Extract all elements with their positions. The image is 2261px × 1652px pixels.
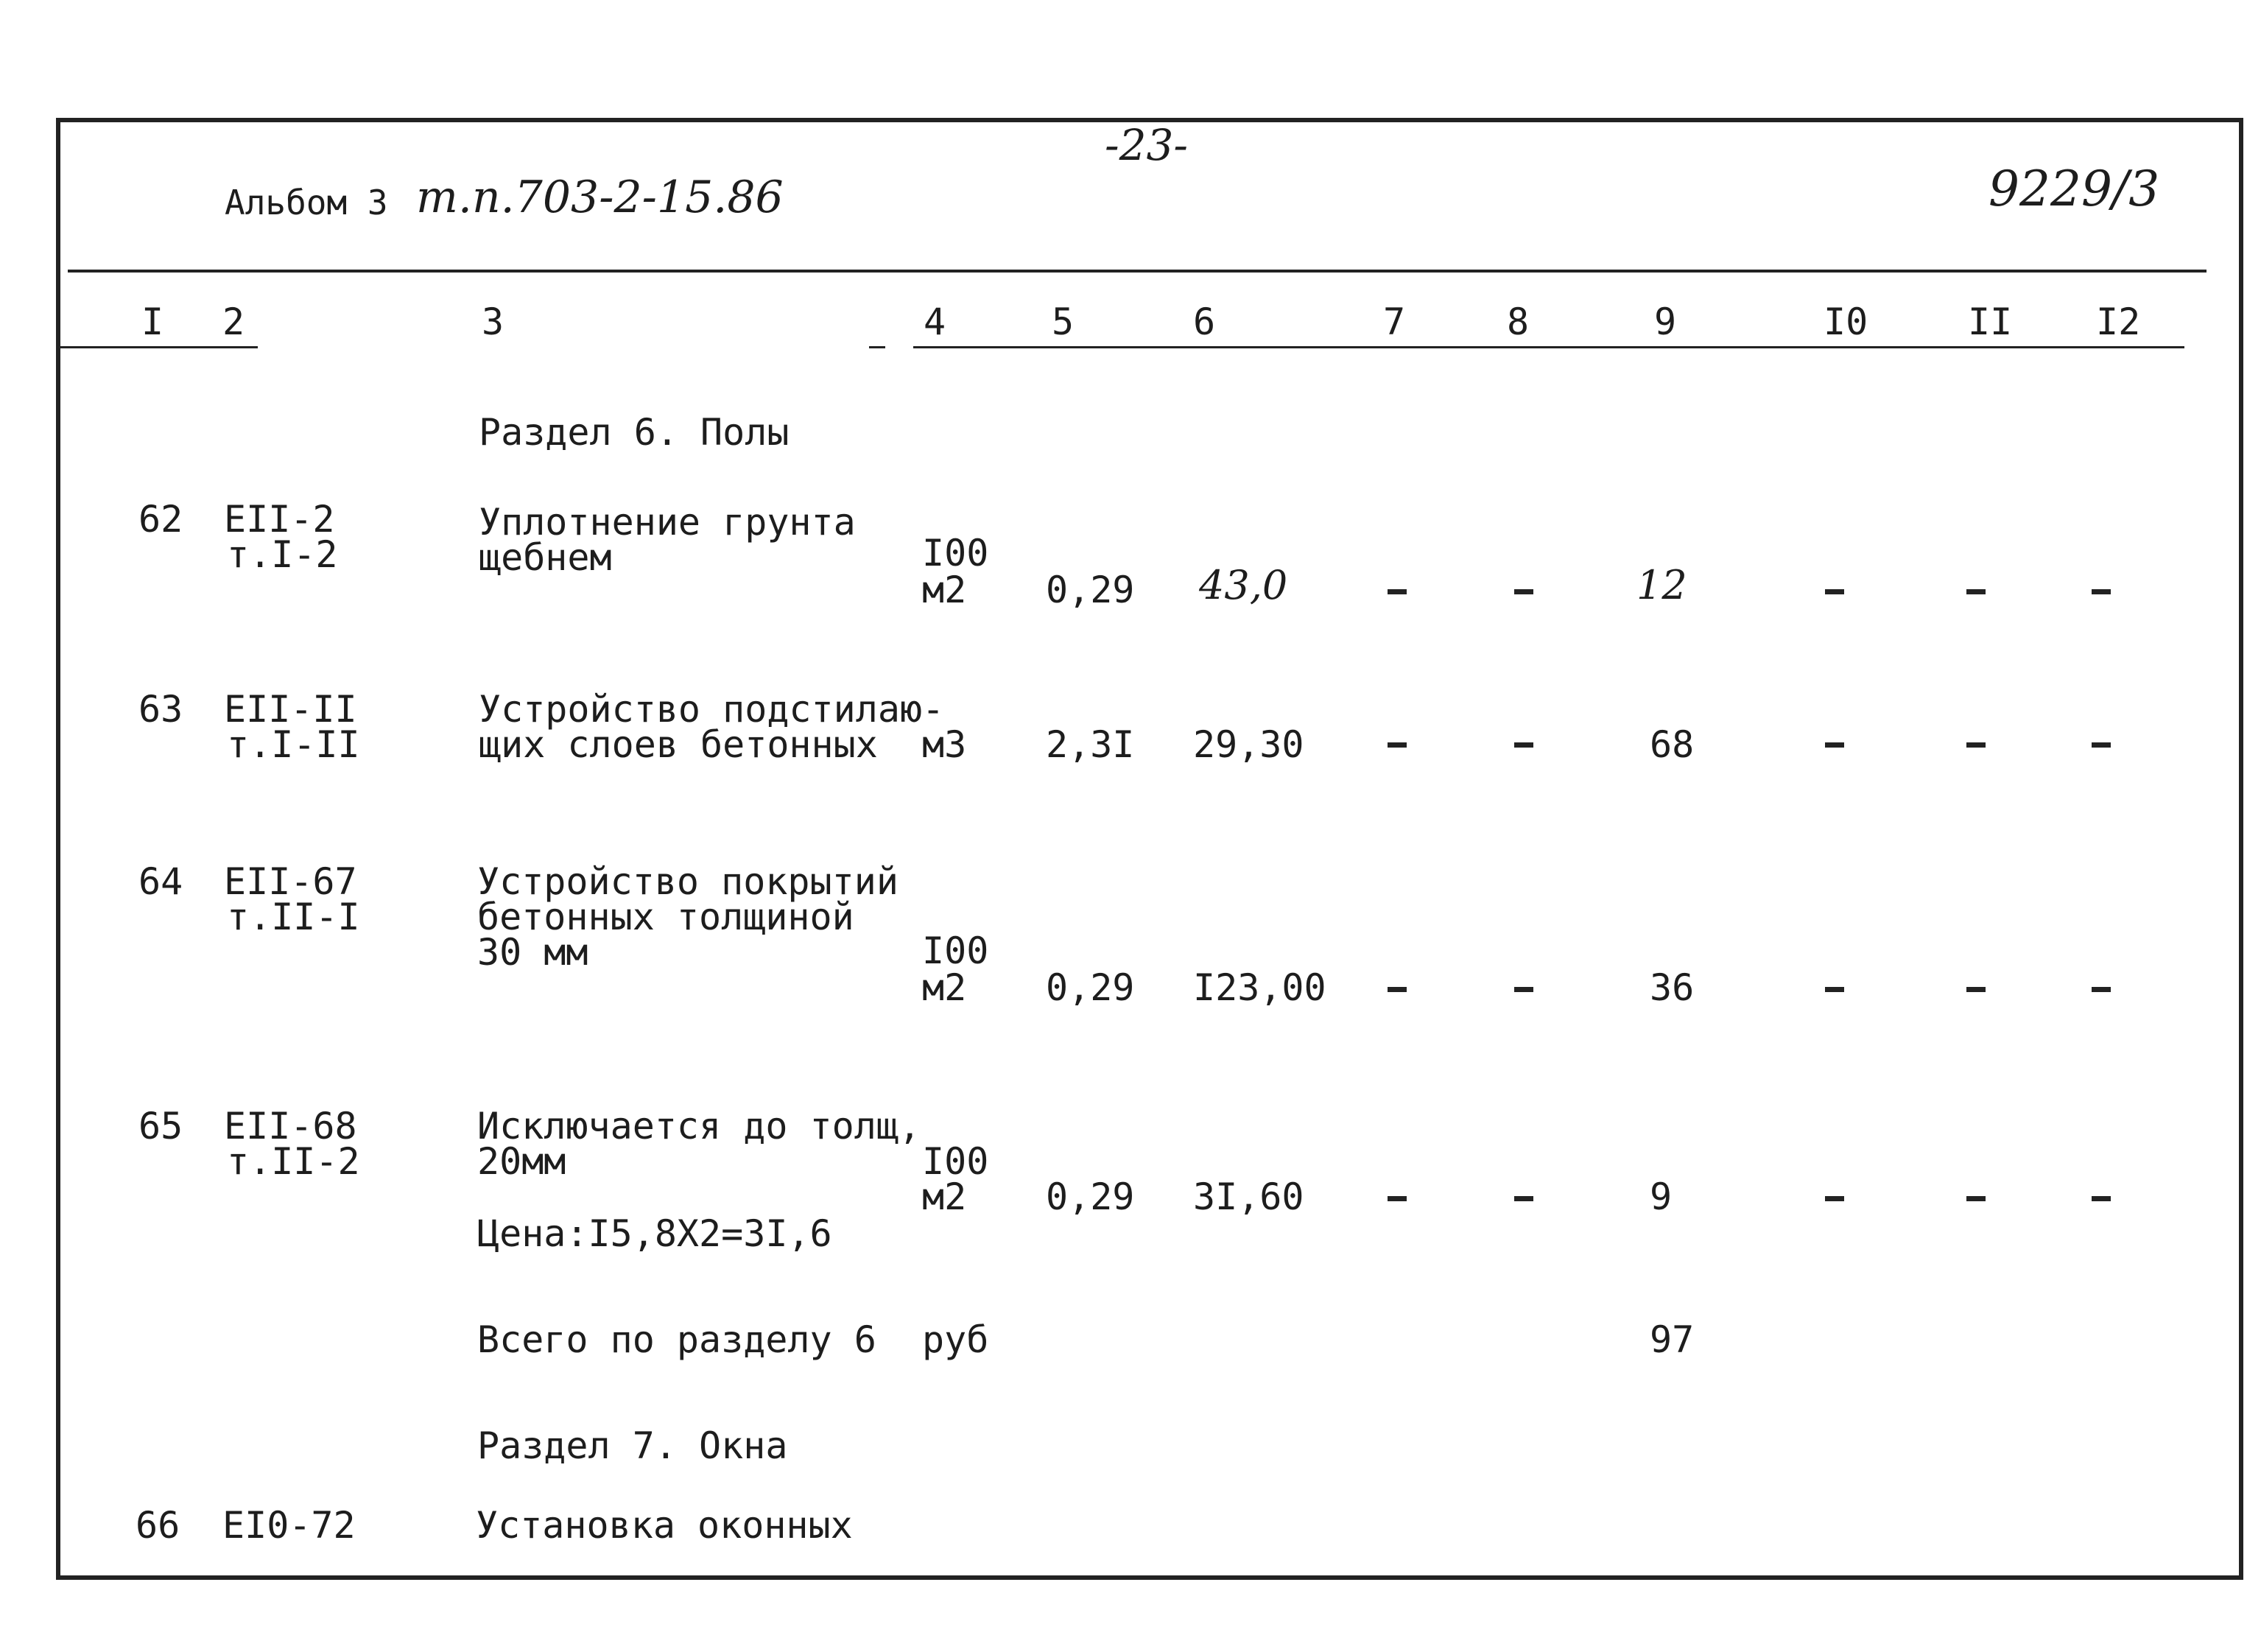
dash — [1966, 1196, 1986, 1201]
row-number: 65 — [138, 1105, 183, 1147]
cost-value: 9 — [1650, 1175, 1673, 1218]
column-number: 2 — [222, 300, 245, 343]
item-description: Исключается до толщ, — [477, 1105, 921, 1147]
unit-value: I00 — [922, 929, 989, 972]
page-number: -23- — [1105, 120, 1188, 170]
dash — [1825, 987, 1844, 992]
norm-table: т.I-2 — [227, 533, 338, 576]
item-description: 30 мм — [477, 931, 588, 974]
norm-code: EII-II — [224, 688, 357, 731]
dash — [1388, 589, 1407, 594]
norm-code: EI0-72 — [222, 1504, 356, 1547]
quantity: 0,29 — [1046, 1175, 1135, 1218]
column-number: I — [141, 300, 164, 343]
dash — [1966, 987, 1986, 992]
column-number: 5 — [1052, 300, 1075, 343]
column-number: I2 — [2096, 300, 2141, 343]
section-total-value: 97 — [1650, 1318, 1695, 1361]
section-title: Раздел 6. Полы — [479, 411, 790, 454]
unit-price: 43,0 — [1199, 562, 1288, 608]
unit-value: м2 — [922, 569, 967, 611]
norm-code: EII-2 — [224, 498, 335, 541]
row-number: 64 — [138, 860, 183, 903]
dash — [1966, 589, 1986, 594]
row-number: 63 — [138, 688, 183, 731]
dash — [2092, 742, 2111, 748]
dash — [2092, 1196, 2111, 1201]
quantity: 2,3I — [1046, 723, 1135, 766]
dash — [1514, 589, 1533, 594]
norm-code: EII-68 — [224, 1105, 357, 1147]
item-description: Установка оконных — [476, 1504, 853, 1547]
item-description: 20мм — [477, 1140, 566, 1183]
unit-value: м3 — [922, 723, 967, 766]
item-description: Уплотнение грунта — [479, 501, 856, 544]
column-number: 6 — [1193, 300, 1216, 343]
column-number: 7 — [1383, 300, 1406, 343]
unit-price: I23,00 — [1193, 966, 1326, 1009]
header-rule — [68, 270, 2207, 273]
unit-price: 29,30 — [1193, 723, 1304, 766]
column-header-rule — [60, 346, 258, 348]
dash — [1514, 1196, 1533, 1201]
column-number: 4 — [924, 300, 946, 343]
quantity: 0,29 — [1046, 966, 1135, 1009]
row-number: 66 — [136, 1504, 180, 1547]
column-number: I0 — [1824, 300, 1868, 343]
album-label: Альбом 3 — [225, 183, 388, 222]
dash — [1388, 742, 1407, 748]
dash — [1388, 1196, 1407, 1201]
dash — [1388, 987, 1407, 992]
column-number: 9 — [1654, 300, 1677, 343]
norm-code: EII-67 — [224, 860, 357, 903]
dash — [1825, 589, 1844, 594]
dash — [1514, 742, 1533, 748]
unit-value: м2 — [922, 966, 967, 1009]
dash — [1966, 742, 1986, 748]
unit-price: 3I,60 — [1193, 1175, 1304, 1218]
dash — [1825, 742, 1844, 748]
section-title: Раздел 7. Окна — [477, 1424, 788, 1467]
dash — [1514, 987, 1533, 992]
unit-value: I00 — [922, 532, 989, 574]
section-total-unit: руб — [922, 1318, 989, 1361]
norm-table: т.I-II — [227, 723, 360, 766]
price-note: Цена:I5,8X2=3I,6 — [477, 1212, 832, 1255]
item-description: Устройство подстилаю- — [479, 688, 945, 731]
item-description: щебнем — [479, 536, 612, 579]
dash — [2092, 589, 2111, 594]
column-number: II — [1968, 300, 2013, 343]
sheet-reference: 9229/3 — [1989, 161, 2160, 217]
section-total-label: Всего по разделу 6 — [477, 1318, 876, 1361]
document-code: т.п.703-2-15.86 — [416, 172, 784, 223]
unit-value: I00 — [922, 1140, 989, 1183]
row-number: 62 — [138, 498, 183, 541]
column-header-rule — [869, 346, 885, 348]
item-description: бетонных толщиной — [477, 896, 854, 938]
item-description: Устройство покрытий — [477, 860, 899, 903]
cost-value: 36 — [1650, 966, 1695, 1009]
item-description: щих слоев бетонных — [479, 723, 878, 766]
quantity: 0,29 — [1046, 569, 1135, 611]
column-number: 3 — [482, 300, 504, 343]
page-frame — [56, 118, 2243, 1580]
cost-value: 12 — [1636, 562, 1687, 608]
dash — [2092, 987, 2111, 992]
column-header-rule — [913, 346, 2184, 348]
dash — [1825, 1196, 1844, 1201]
norm-table: т.II-I — [227, 896, 360, 938]
cost-value: 68 — [1650, 723, 1695, 766]
norm-table: т.II-2 — [227, 1140, 360, 1183]
column-number: 8 — [1507, 300, 1530, 343]
unit-value: м2 — [922, 1175, 967, 1218]
